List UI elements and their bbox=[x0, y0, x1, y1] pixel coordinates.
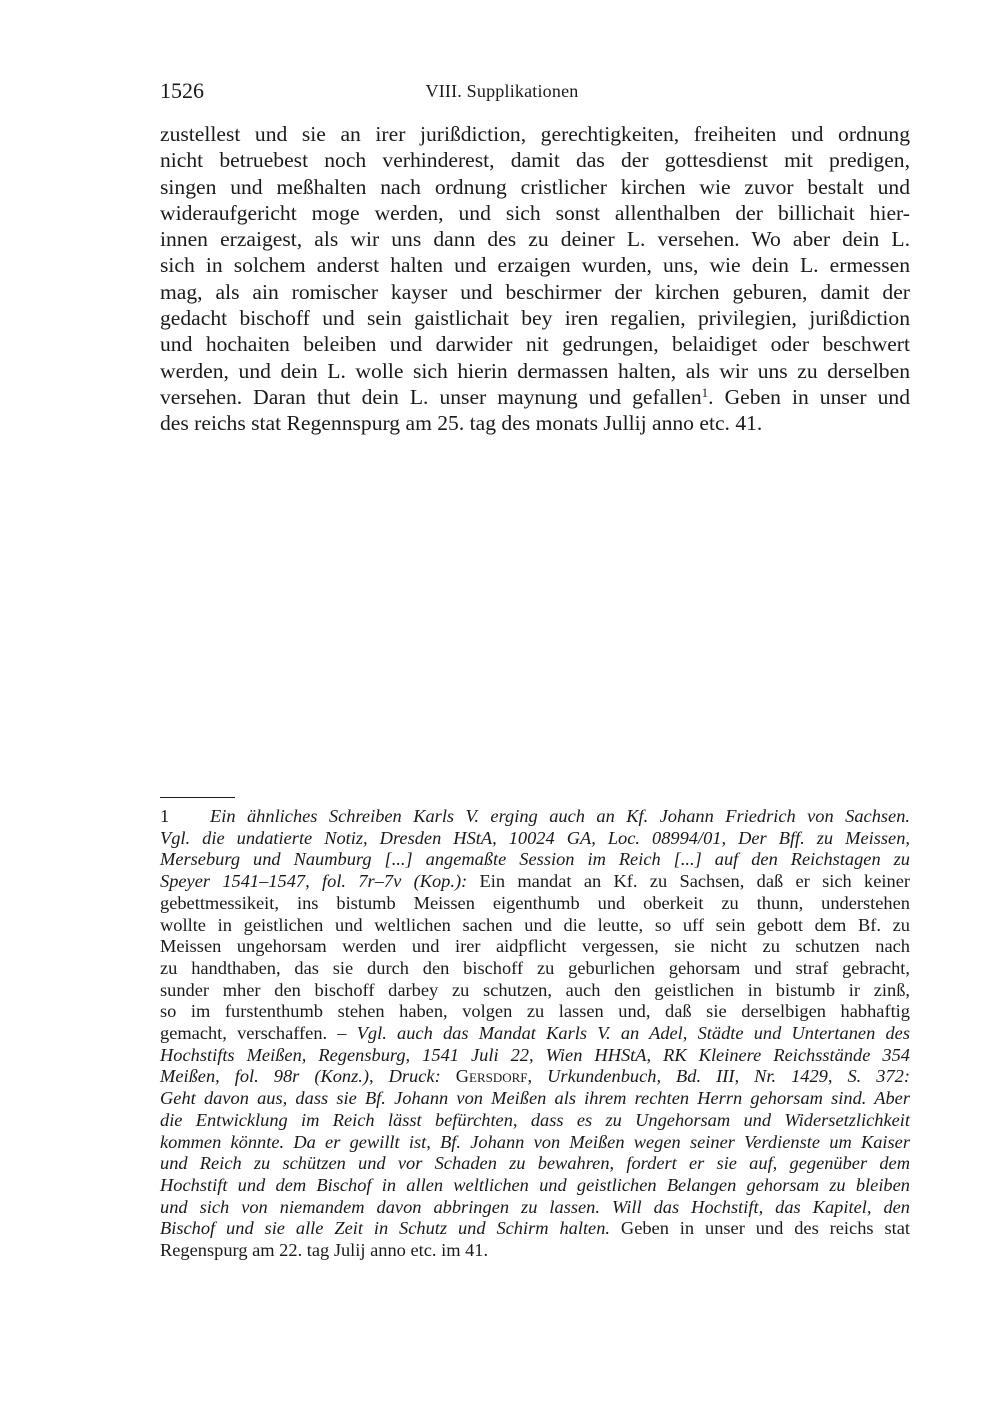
footnote-segment: Urkundenbuch, Bd. III, Nr. 1429, S. 372: bbox=[547, 1066, 910, 1087]
footnote-segment: Ein ähnliches Schreiben Karls V. erging auch an Kf. Johann Friedrich von Sachsen. bbox=[210, 806, 910, 826]
footnote-line bbox=[160, 1153, 910, 1175]
footnote-segment: , bbox=[527, 1066, 548, 1087]
text-line: innen erzaigest, als wir uns dann des zu deiner L. versehen. Wo aber dein L. bbox=[160, 227, 910, 252]
footnote-line bbox=[160, 1218, 910, 1240]
text-line: singen und meßhalten nach ordnung cristlicher kirchen wie zuvor bestalt und bbox=[160, 174, 910, 199]
footnote-line bbox=[160, 915, 910, 937]
footnote-block bbox=[160, 806, 910, 1262]
footnote-number: 1 bbox=[160, 806, 170, 826]
footnote-segment: Meissen ungehorsam werden und irer aidpflicht vergessen, sie nicht zu schutzen nach bbox=[160, 936, 910, 957]
footnote-line bbox=[160, 849, 910, 871]
text-line: werden, und dein L. wolle sich hierin dermassen halten, als wir uns zu derselben bbox=[160, 358, 910, 383]
footnote-separator bbox=[160, 797, 235, 798]
footnote-line bbox=[160, 980, 910, 1002]
footnote-segment: Geht davon aus, dass sie Bf. Johann von Meißen als ihrem rechten Herrn gehorsam sind. Aber bbox=[160, 1088, 910, 1109]
footnote-line bbox=[160, 1045, 910, 1067]
footnote-segment: die Entwicklung im Reich lässt befürchten, dass es zu Ungehorsam und Widersetzlichkeit bbox=[160, 1109, 910, 1130]
footnote-segment: Merseburg und Naumburg [...] angemaßte Session im Reich [...] auf den Reichstagen zu bbox=[160, 849, 910, 870]
footnote-segment: sunder mher den bischoff darbey zu schutzen, auch den geistlichen in bistumb ir zinß, bbox=[160, 979, 910, 1000]
footnote-segment: zu handthaben, das sie durch den bischoff zu geburlichen gehorsam und straf gebracht, bbox=[160, 957, 910, 978]
footnote-line bbox=[160, 871, 910, 893]
footnote-segment: gebettmessikeit, ins bistumb Meissen eigenthumb und oberkeit zu thunn, understehen bbox=[160, 892, 910, 913]
text-line: zustellest und sie an irer jurißdiction, gerechtigkeiten, freiheiten und ordnung bbox=[160, 122, 910, 146]
footnote-segment: Hochstift und dem Bischof in allen weltlichen und geistlichen Belangen gehorsam zu bleiben bbox=[160, 1174, 910, 1195]
footnote-line bbox=[160, 1132, 910, 1154]
text-segment: versehen. Daran thut dein L. unser maynung und gefallen bbox=[160, 384, 702, 409]
footnote-segment: und Reich zu schützen und vor Schaden zu bewahren, fordert er sie auf, gegenüber dem bbox=[160, 1153, 910, 1174]
text-line: gedacht bischoff und sein gaistlichait bey iren regalien, privilegien, jurißdiction bbox=[160, 306, 910, 331]
footnote-segment: Vgl. auch das Mandat Karls V. an Adel, Städte und Untertanen des bbox=[356, 1023, 910, 1044]
footnote-segment: Vgl. die undatierte Notiz, Dresden HStA, 10024 GA, Loc. 08994/01, Der Bff. zu Meissen, bbox=[160, 827, 910, 848]
text-line: wideraufgericht moge werden, und sich sonst allenthalben der billichait hier- bbox=[160, 200, 910, 225]
footnote-segment: und sich von niemandem davon abbringen zu lassen. Will das Hochstift, das Kapitel, den bbox=[160, 1196, 910, 1217]
text-line: mag, als ain romischer kayser und beschirmer der kirchen geburen, damit der bbox=[160, 279, 910, 304]
footnote-segment: Gersdorf bbox=[455, 1066, 528, 1087]
footnote-segment: Geben in unser und des reichs stat bbox=[610, 1218, 910, 1239]
text-line bbox=[160, 384, 910, 410]
footnote-segment: Bischof und sie alle Zeit in Schutz und Schirm halten. bbox=[160, 1218, 611, 1239]
footnote-segment: Ein mandat an Kf. zu Sachsen, daß er sich keiner bbox=[467, 871, 911, 892]
footnote-segment: Regenspurg am 22. tag Julij anno etc. im 41. bbox=[160, 1240, 489, 1261]
footnote-line bbox=[160, 893, 910, 915]
main-text bbox=[160, 121, 910, 437]
text-line: sich in solchem anderst halten und erzaigen wurden, uns, wie dein L. ermessen bbox=[160, 253, 910, 278]
footnote-line bbox=[160, 1001, 910, 1023]
footnote-line bbox=[160, 1197, 910, 1219]
footnote-line bbox=[160, 1240, 910, 1262]
footnote-line bbox=[160, 1110, 910, 1132]
page-number: 1526 bbox=[160, 78, 204, 103]
footnote-line bbox=[160, 1066, 910, 1088]
text-line: des reichs stat Regennspurg am 25. tag des monats Jullij anno etc. 41. bbox=[160, 411, 763, 436]
footnote-line bbox=[160, 1175, 910, 1197]
footnote-segment: Speyer 1541–1547, fol. 7r–7v (Kop.): bbox=[160, 871, 468, 892]
footnote-line bbox=[160, 1088, 910, 1110]
text-line: nicht betruebest noch verhinderest, damit das der gottesdienst mit predigen, bbox=[160, 148, 910, 173]
running-head: VIII. Supplikationen bbox=[425, 81, 579, 101]
footnote-segment: wollte in geistlichen und weltlichen sachen und die leutte, so uff sein gebott dem Bf. zu bbox=[160, 914, 910, 935]
footnote-segment: Meißen, fol. 98r (Konz.), Druck: bbox=[160, 1066, 456, 1087]
footnote-line bbox=[160, 958, 910, 980]
footnote-line bbox=[160, 806, 910, 828]
footnote-segment: so im furstenthumb stehen haben, volgen zu lassen und, daß sie derselbigen habhaftig bbox=[160, 1001, 910, 1022]
footnote-reference[interactable]: 1 bbox=[701, 384, 709, 400]
text-segment: . Geben in unser und bbox=[708, 384, 910, 409]
footnote-line bbox=[160, 828, 910, 850]
text-line: und hochaiten beleiben und darwider nit gedrungen, belaidiget oder beschwert bbox=[160, 332, 910, 357]
footnote-segment: Hochstifts Meißen, Regensburg, 1541 Juli 22, Wien HHStA, RK Kleinere Reichsstände 354 bbox=[160, 1044, 910, 1065]
footnote-segment: kommen könnte. Da er gewillt ist, Bf. Johann von Meißen wegen seiner Verdienste um Kaiser bbox=[160, 1131, 910, 1152]
footnote-line bbox=[160, 1023, 910, 1045]
footnote-segment: gemacht, verschaffen. – bbox=[160, 1023, 357, 1044]
footnote-line bbox=[160, 936, 910, 958]
